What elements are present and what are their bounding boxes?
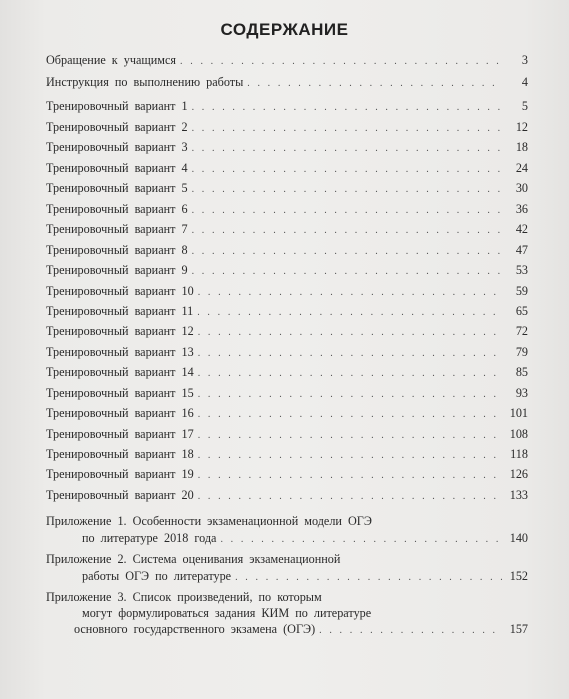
leader-dots — [197, 304, 502, 322]
toc-entry-label: Тренировочный вариант 14 — [46, 365, 194, 379]
leader-dots — [198, 365, 502, 383]
appendix-page: 157 — [509, 622, 528, 636]
toc-entry-label: Тренировочный вариант 6 — [46, 202, 188, 216]
leader-dots — [192, 181, 502, 199]
toc-entry[interactable] — [46, 343, 528, 361]
toc-entry[interactable] — [46, 159, 528, 177]
toc-entry[interactable] — [46, 220, 528, 238]
toc-entry[interactable] — [46, 465, 528, 483]
toc-entry-label: Тренировочный вариант 10 — [46, 284, 194, 298]
toc-entry-page: 12 — [515, 120, 528, 134]
appendix-1-entry[interactable] — [82, 529, 528, 547]
toc-entry[interactable] — [46, 302, 528, 320]
toc-entry-page: 59 — [515, 284, 528, 298]
leader-dots — [192, 263, 502, 281]
toc-entry-page: 108 — [509, 427, 528, 441]
leader-dots — [192, 120, 502, 138]
toc-entry[interactable] — [46, 51, 528, 69]
toc-entry[interactable] — [46, 322, 528, 340]
toc-entry-page: 53 — [515, 263, 528, 277]
toc-entry-label: Обращение к учащимся — [46, 53, 177, 67]
leader-dots — [192, 99, 502, 117]
toc-entry[interactable] — [46, 445, 528, 463]
appendix-label: работы ОГЭ по литературе — [82, 569, 232, 583]
toc-entry[interactable] — [46, 425, 528, 443]
leader-dots — [192, 243, 502, 261]
toc-entry[interactable] — [46, 404, 528, 422]
toc-entry[interactable] — [46, 241, 528, 259]
leader-dots — [192, 222, 502, 240]
leader-dots — [198, 467, 502, 485]
leader-dots — [180, 53, 502, 71]
toc-entry-page: 93 — [515, 386, 528, 400]
leader-dots — [198, 447, 502, 465]
toc-entry-label: Инструкция по выполнению работы — [46, 75, 244, 89]
leader-dots — [192, 202, 502, 220]
toc-entry[interactable] — [46, 363, 528, 381]
toc-entry-label: Тренировочный вариант 11 — [46, 304, 194, 318]
toc-entry-label: Тренировочный вариант 7 — [46, 222, 188, 236]
toc-entry-label: Тренировочный вариант 17 — [46, 427, 194, 441]
toc-entry-page: 79 — [515, 345, 528, 359]
toc-entry-page: 118 — [510, 447, 528, 461]
leader-dots — [198, 488, 502, 506]
appendix-1-title[interactable]: Приложение 1. Особенности экзаменационной модели ОГЭ — [46, 514, 372, 528]
toc-entry[interactable] — [46, 384, 528, 402]
appendix-page: 140 — [509, 531, 528, 545]
leader-dots — [220, 531, 502, 549]
toc-entry-page: 101 — [509, 406, 528, 420]
leader-dots — [198, 324, 502, 342]
leader-dots — [198, 284, 502, 302]
toc-entry-label: Тренировочный вариант 13 — [46, 345, 194, 359]
toc-entry[interactable] — [46, 179, 528, 197]
toc-entry-page: 65 — [515, 304, 528, 318]
toc-entry-page: 133 — [509, 488, 528, 502]
toc-entry-label: Тренировочный вариант 4 — [46, 161, 188, 175]
toc-entry[interactable] — [46, 200, 528, 218]
leader-dots — [198, 345, 502, 363]
leader-dots — [198, 406, 502, 424]
toc-entry-page: 5 — [521, 99, 528, 113]
toc-entry[interactable] — [46, 73, 528, 91]
toc-entry-page: 72 — [515, 324, 528, 338]
toc-entry-page: 47 — [515, 243, 528, 257]
appendix-2-entry[interactable] — [82, 567, 528, 585]
toc-entry[interactable] — [46, 486, 528, 504]
toc-entry-label: Тренировочный вариант 20 — [46, 488, 194, 502]
toc-entry-label: Тренировочный вариант 16 — [46, 406, 194, 420]
leader-dots — [192, 140, 502, 158]
toc-entry[interactable] — [46, 282, 528, 300]
toc-entry-page: 85 — [515, 365, 528, 379]
page-title: СОДЕРЖАНИЕ — [220, 20, 349, 39]
appendix-label: основного государственного экзамена (ОГЭ) — [74, 622, 316, 636]
appendix-3-subtitle: могут формулироваться задания КИМ по литературе — [82, 606, 372, 620]
toc-entry[interactable] — [46, 97, 528, 115]
toc-entry-label: Тренировочный вариант 3 — [46, 140, 188, 154]
toc-entry[interactable] — [46, 261, 528, 279]
toc-entry-page: 126 — [509, 467, 528, 481]
toc-entry-label: Тренировочный вариант 9 — [46, 263, 188, 277]
toc-entry-label: Тренировочный вариант 12 — [46, 324, 194, 338]
leader-dots — [192, 161, 502, 179]
leader-dots — [319, 622, 502, 640]
leader-dots — [198, 427, 502, 445]
toc-entry[interactable] — [46, 138, 528, 156]
toc-entry-page: 3 — [521, 53, 528, 67]
leader-dots — [198, 386, 502, 404]
toc-entry-label: Тренировочный вариант 15 — [46, 386, 194, 400]
toc-entry-label: Тренировочный вариант 8 — [46, 243, 188, 257]
toc-entry-page: 36 — [515, 202, 528, 216]
toc-entry[interactable] — [46, 118, 528, 136]
appendix-label: по литературе 2018 года — [82, 531, 217, 545]
appendix-3-entry[interactable] — [74, 620, 528, 638]
toc-entry-page: 30 — [515, 181, 528, 195]
toc-entry-label: Тренировочный вариант 1 — [46, 99, 188, 113]
toc-entry-label: Тренировочный вариант 19 — [46, 467, 194, 481]
toc-entry-page: 24 — [515, 161, 528, 175]
leader-dots — [235, 569, 502, 587]
appendix-2-title[interactable]: Приложение 2. Система оценивания экзаменационной — [46, 552, 341, 566]
appendix-3-title[interactable]: Приложение 3. Список произведений, по которым — [46, 590, 322, 604]
toc-entry-page: 42 — [515, 222, 528, 236]
leader-dots — [247, 75, 502, 93]
toc-entry-page: 18 — [515, 140, 528, 154]
toc-entry-label: Тренировочный вариант 18 — [46, 447, 194, 461]
appendix-page: 152 — [509, 569, 528, 583]
toc-entry-label: Тренировочный вариант 2 — [46, 120, 188, 134]
toc-entry-page: 4 — [521, 75, 528, 89]
toc-entry-label: Тренировочный вариант 5 — [46, 181, 188, 195]
